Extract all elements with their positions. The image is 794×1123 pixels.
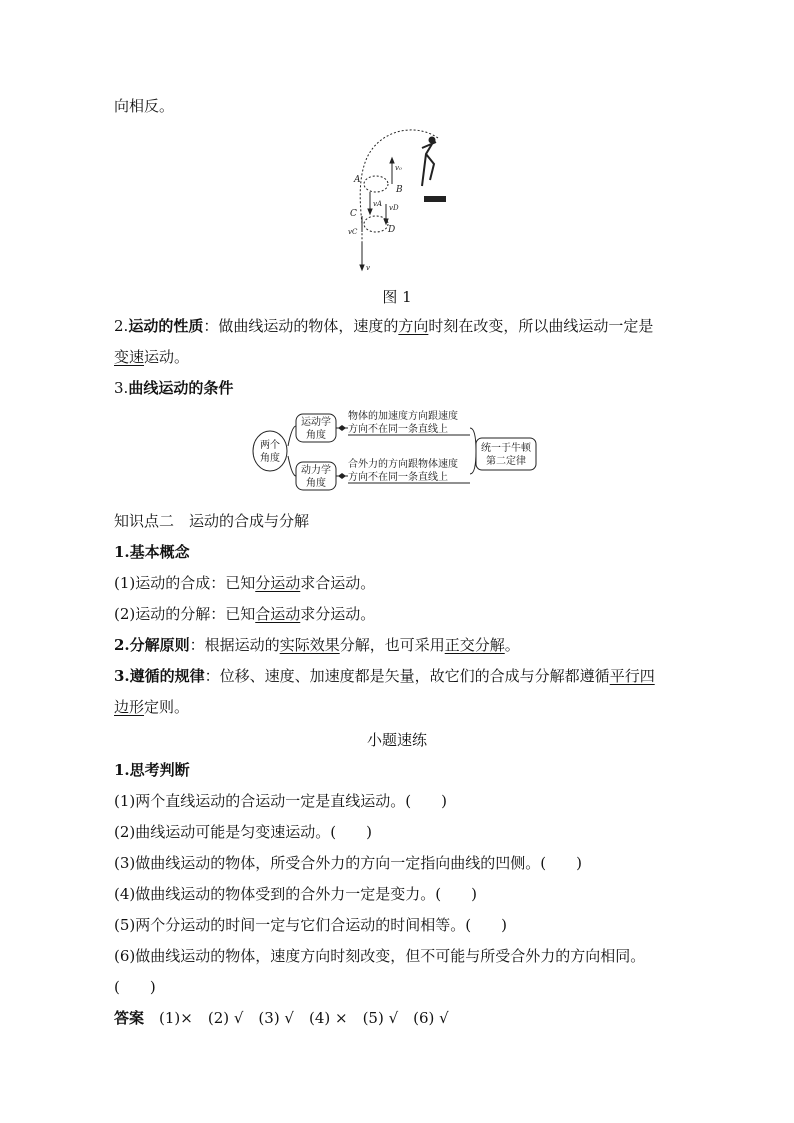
judge-item-6-blank: ( ) xyxy=(114,978,156,996)
nature-key-variable: 变速 xyxy=(114,348,145,366)
nature-line-1 xyxy=(114,316,653,336)
label-d: D xyxy=(388,225,396,235)
diagram-top-box-line-1: 运动学 xyxy=(301,417,331,428)
diagram-top-text-line-2: 方向不在同一条直线上 xyxy=(348,424,448,435)
decomposition-pre: (2)运动的分解：已知 xyxy=(114,605,256,623)
synthesis-key: 分运动 xyxy=(255,574,301,592)
judge-item-4: (4)做曲线运动的物体受到的合外力一定是变力。( ) xyxy=(114,885,477,903)
judge-title: 1.思考判断 xyxy=(114,761,190,779)
principle-pre: ：根据运动的 xyxy=(189,636,280,654)
judge-item-5: (5)两个分运动的时间一定与它们合运动的时间相等。( ) xyxy=(114,916,507,934)
decomposition-key: 合运动 xyxy=(255,605,301,623)
judge-item-3: (3)做曲线运动的物体，所受合外力的方向一定指向曲线的凹侧。( ) xyxy=(114,854,582,872)
answer-text: (1)× (2) √ (3) √ (4) × (5) √ (6) √ xyxy=(159,1009,449,1027)
rule-key-b: 边形 xyxy=(114,698,145,716)
intro-tail-text: 向相反。 xyxy=(114,97,175,115)
label-va: vA xyxy=(373,200,383,208)
label-v: v xyxy=(366,264,370,272)
judge-item-6: (6)做曲线运动的物体，速度方向时刻改变，但不可能与所受合外力的方向相同。 xyxy=(114,947,646,965)
nature-text-b: 时刻在改变，所以曲线运动一定是 xyxy=(428,317,654,335)
loop-c xyxy=(364,216,388,232)
answer-label: 答案 xyxy=(114,1009,145,1027)
principle-key-actual: 实际效果 xyxy=(279,636,340,654)
label-v0: v₀ xyxy=(395,164,402,172)
loop-a xyxy=(364,176,388,192)
nature-key-direction: 方向 xyxy=(398,317,429,335)
rule-title: 3.遵循的规律 xyxy=(114,667,205,685)
label-vc: vC xyxy=(348,228,358,236)
condition-num: 3. xyxy=(114,379,129,397)
practice-heading: 小题速练 xyxy=(366,731,427,749)
rule-post: 定则。 xyxy=(144,698,190,716)
condition-diagram xyxy=(250,406,546,496)
label-b: B xyxy=(396,185,403,195)
diagram-top-box-line-2: 角度 xyxy=(306,430,326,441)
diver-figure xyxy=(422,142,436,186)
label-c: C xyxy=(350,209,357,219)
label-vd: vD xyxy=(389,204,399,212)
decomposition-line xyxy=(114,604,375,624)
condition-title: 曲线运动的条件 xyxy=(128,379,234,397)
diagram-center-line-2: 角度 xyxy=(260,453,280,464)
figure-1-diagram xyxy=(340,124,460,276)
label-a: A xyxy=(354,175,361,185)
principle-title: 2.分解原则 xyxy=(114,636,190,654)
decomposition-post: 求分运动。 xyxy=(300,605,376,623)
nature-text-c: 运动。 xyxy=(144,348,190,366)
diagram-bottom-text-line-1: 合外力的方向跟物体速度 xyxy=(348,459,458,470)
synthesis-post: 求合运动。 xyxy=(300,574,376,592)
nature-title: 运动的性质 xyxy=(128,317,204,335)
synthesis-pre: (1)运动的合成：已知 xyxy=(114,574,256,592)
principle-mid: 分解，也可采用 xyxy=(339,636,445,654)
diagram-center-line-1: 两个 xyxy=(260,440,280,451)
diagram-right-box-line-1: 统一于牛顿 xyxy=(481,443,531,454)
condition-line xyxy=(114,378,233,398)
diagram-right-box-line-2: 第二定律 xyxy=(486,456,526,467)
judge-item-2: (2)曲线运动可能是匀变速运动。( ) xyxy=(114,823,372,841)
basic-concept-title: 1.基本概念 xyxy=(114,543,190,561)
nature-num: 2. xyxy=(114,317,129,335)
judge-item-1: (1)两个直线运动的合运动一定是直线运动。( ) xyxy=(114,792,447,810)
rule-pre: ：位移、速度、加速度都是矢量，故它们的合成与分解都遵循 xyxy=(204,667,610,685)
diagram-bottom-box-line-1: 动力学 xyxy=(301,465,331,476)
diagram-bottom-text-line-2: 方向不在同一条直线上 xyxy=(348,472,448,483)
rule-key-a: 平行四 xyxy=(609,667,655,685)
nature-line-2 xyxy=(114,347,189,367)
diagram-bottom-box-line-2: 角度 xyxy=(306,478,326,489)
figure-1-caption: 图 1 xyxy=(382,288,412,306)
nature-text-a: ：做曲线运动的物体，速度的 xyxy=(203,317,399,335)
diagram-center-ellipse xyxy=(253,431,287,471)
rule-line-1 xyxy=(114,666,655,686)
rule-line-2 xyxy=(114,697,189,717)
principle-key-orthogonal: 正交分解 xyxy=(444,636,505,654)
answer-line xyxy=(114,1008,449,1028)
synthesis-line xyxy=(114,573,375,593)
diving-platform xyxy=(424,196,446,202)
section2-heading: 知识点二 运动的合成与分解 xyxy=(114,512,310,530)
principle-line xyxy=(114,635,520,655)
principle-post: 。 xyxy=(504,636,520,654)
diagram-top-text-line-1: 物体的加速度方向跟速度 xyxy=(348,411,458,422)
